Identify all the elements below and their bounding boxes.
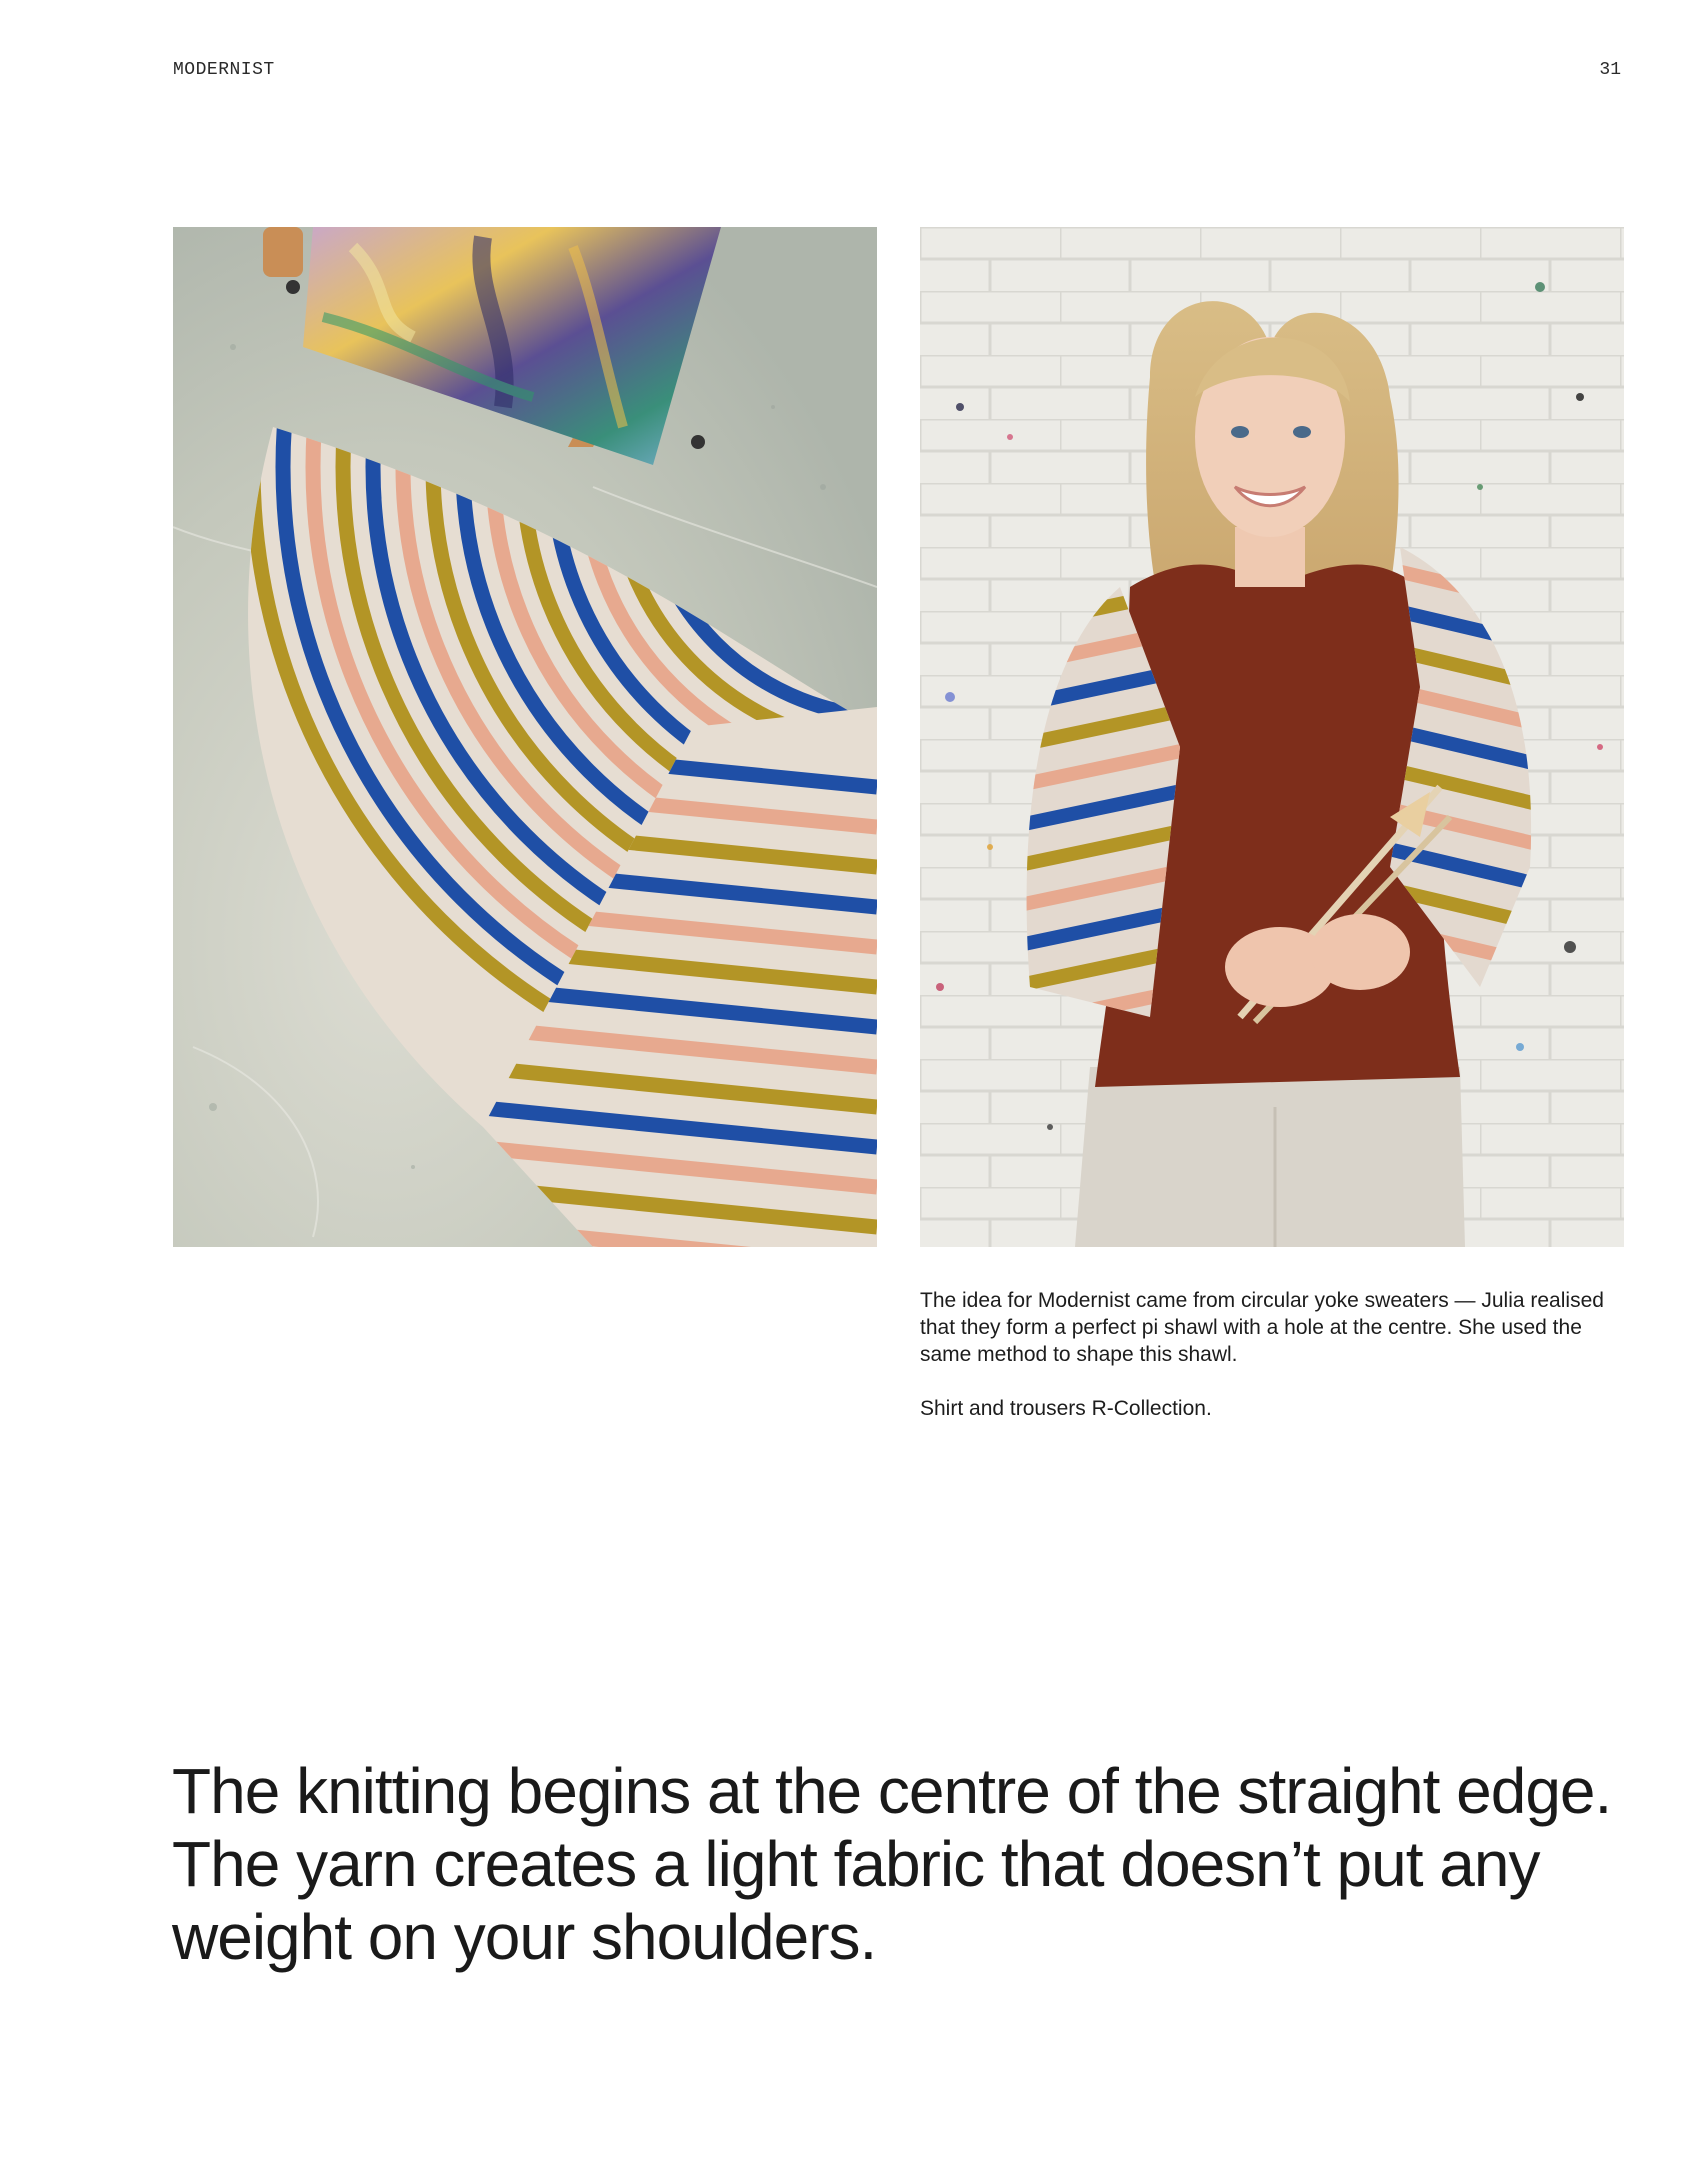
photo-caption [920,1287,1625,1422]
model-wearing-shawl-photo [920,227,1624,1247]
caption-paragraph: The idea for Modernist came from circular yoke sweaters — Julia realised that they form a perfect pi shawl with a hole at the centre. She used the same method to shape this shawl. [920,1289,1604,1366]
pull-quote: The knitting begins at the centre of the straight edge. The yarn creates a light fabric that doesn’t put any weight on your shoulders. [172,1755,1612,1973]
caption-credit: Shirt and trousers R-Collection. [920,1397,1212,1420]
page-number: 31 [1599,60,1621,80]
shawl-flatlay-photo [173,227,877,1247]
running-head: MODERNIST [173,60,275,80]
